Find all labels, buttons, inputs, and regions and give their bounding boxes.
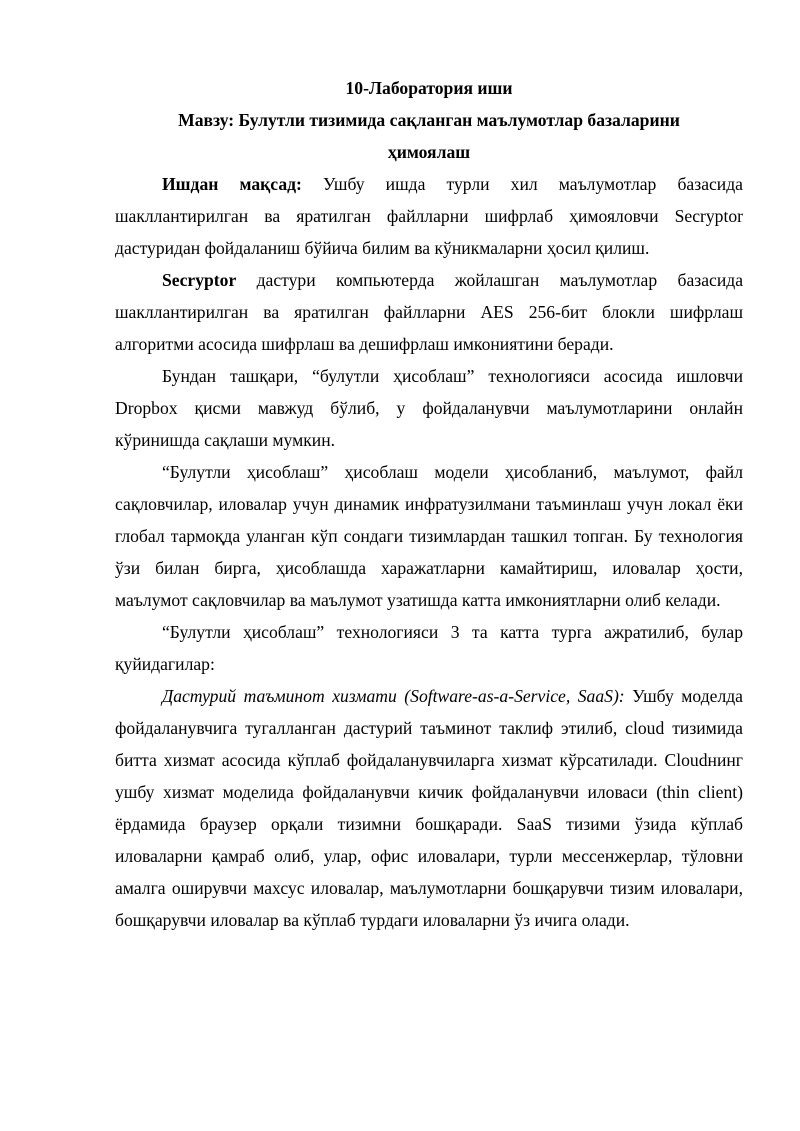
secryptor-text: дастури компьютерда жойлашган маълумотлар базасида шакллантирилган ва яратилган файлларни AES 256-бит блокли шифрлаш алгоритми асосида шифрлаш ва дешифрлаш имкониятини беради.	[115, 270, 743, 354]
document-page	[115, 72, 743, 936]
secryptor-label: Secryptor	[162, 270, 237, 290]
purpose-text: Ушбу ишда турли хил маълумотлар базасида шакллантирилган ва яратилган файлларни шифрлаб ҳимояловчи Secryptor дастуридан фойдаланиш бўйича билим ва кўникмаларни ҳосил қилиш.	[115, 174, 743, 258]
paragraph-cloud-computing: “Булутли ҳисоблаш” ҳисоблаш модели ҳисобланиб, маълумот, файл сақловчилар, иловалар учун динамик инфратузилмани таъминлаш учун локал ёки глобал тармоқда уланган кўп сондаги тизимлардан ташкил топган. Бу технология ўзи билан бирга, ҳисоблашда харажатларни камайтириш, иловалар ҳости, маълумот сақловчилар ва маълумот узатишда катта имкониятларни олиб келади.	[115, 462, 743, 610]
title-text: 10-Лаборатория иши	[345, 78, 513, 98]
paragraph-saas	[115, 680, 743, 936]
paragraph-dropbox: Бундан ташқари, “булутли ҳисоблаш” технологияси асосида ишловчи Dropbox қисми мавжуд бўлиб, у фойдаланувчи маълумотларини онлайн кўринишда сақлаши мумкин.	[115, 366, 743, 450]
saas-text: Ушбу моделда фойдаланувчига тугалланган дастурий таъминот таклиф этилиб, cloud тизимида битта хизмат асосида кўплаб фойдаланувчиларга хизмат кўрсатилади. Cloudнинг ушбу хизмат моделида фойдаланувчи кичик фойдаланувчи иловаси (thin client) ёрдамида браузер орқали тизимни бошқаради. SaaS тизими ўзида кўплаб иловаларни қамраб олиб, улар, офис иловалари, турли мессенжерлар, тўловни амалга оширувчи махсус иловалар, маълумотларни бошқарувчи тизим иловалари, бошқарувчи иловалар ва кўплаб турдаги иловаларни ўз ичига олади.	[115, 686, 743, 930]
saas-label: Дастурий таъминот хизмати (Software-as-a-Service, SaaS):	[162, 686, 625, 706]
paragraph-cloud-types: “Булутли ҳисоблаш” технологияси 3 та катта турга ажратилиб, булар қуйидагилар:	[115, 622, 743, 674]
paragraph-purpose	[115, 168, 743, 264]
paragraph-secryptor	[115, 264, 743, 360]
subtitle-line-2: ҳимоялаш	[387, 142, 471, 162]
purpose-label: Ишдан мақсад:	[162, 174, 302, 194]
document-title	[115, 72, 743, 168]
subtitle-line-1: Мавзу: Булутли тизимида сақланган маълумотлар базаларини	[178, 110, 680, 130]
